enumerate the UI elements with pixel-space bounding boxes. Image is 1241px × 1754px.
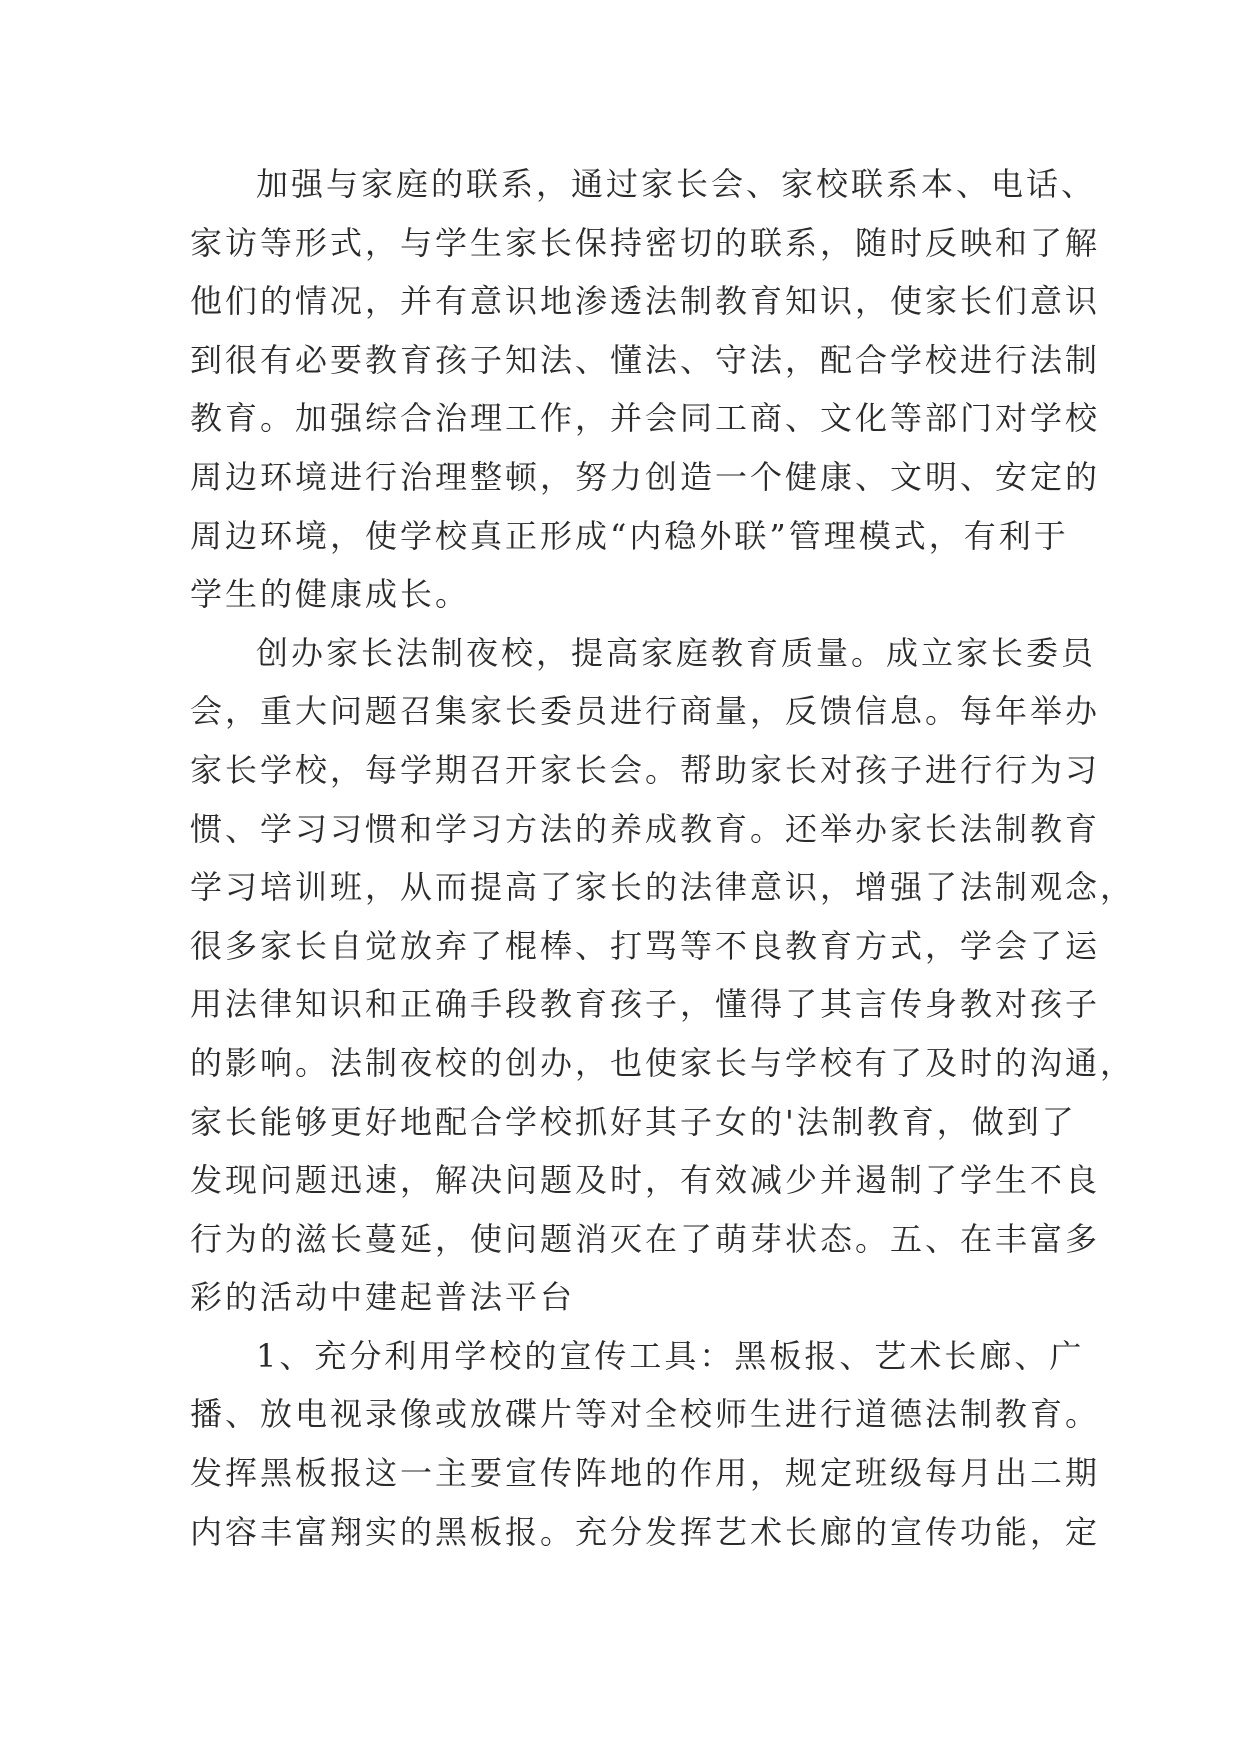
text-line: 到很有必要教育孩子知法、懂法、守法，配合学校进行法制 (190, 340, 1101, 379)
text-line: 发挥黑板报这一主要宣传阵地的作用，规定班级每月出二期 (190, 1454, 1101, 1493)
text-line: 家长学校，每学期召开家长会。帮助家长对孩子进行行为习 (190, 750, 1101, 789)
text-line: 教育。加强综合治理工作，并会同工商、文化等部门对学校 (190, 399, 1101, 438)
text-line: 他们的情况，并有意识地渗透法制教育知识，使家长们意识 (190, 282, 1101, 321)
text-line: 很多家长自觉放弃了棍棒、打骂等不良教育方式，学会了运 (190, 926, 1101, 965)
text-line: 播、放电视录像或放碟片等对全校师生进行道德法制教育。 (190, 1395, 1101, 1434)
text-line: 周边环境，使学校真正形成“内稳外联”管理模式，有利于 (190, 516, 1069, 555)
text-line: 周边环境进行治理整顿，努力创造一个健康、文明、安定的 (190, 457, 1101, 496)
text-line: 创办家长法制夜校，提高家庭教育质量。成立家长委员 (256, 633, 1097, 672)
text-line: 用法律知识和正确手段教育孩子，懂得了其言传身教对孩子 (190, 985, 1101, 1024)
text-line: 的影响。法制夜校的创办，也使家长与学校有了及时的沟通， (190, 1043, 1136, 1082)
text-line: 学习培训班，从而提高了家长的法律意识，增强了法制观念， (190, 868, 1136, 907)
text-line: 家访等形式，与学生家长保持密切的联系，随时反映和了解 (190, 223, 1101, 262)
text-line: 学生的健康成长。 (190, 575, 471, 614)
paragraph-family-contact (190, 155, 1101, 624)
text-line: 发现问题迅速，解决问题及时，有效减少并遏制了学生不良 (190, 1161, 1101, 1200)
text-line: 加强与家庭的联系，通过家长会、家校联系本、电话、 (256, 165, 1097, 203)
text-line: 彩的活动中建起普法平台 (190, 1278, 576, 1317)
text-line: 行为的滋长蔓延，使问题消灭在了萌芽状态。五、在丰富多 (190, 1219, 1101, 1258)
text-line: 1、充分利用学校的宣传工具：黑板报、艺术长廊、广 (256, 1336, 1085, 1375)
paragraph-publicity-tools (190, 1327, 1101, 1561)
text-line: 惯、学习习惯和学习方法的养成教育。还举办家长法制教育 (190, 809, 1101, 848)
text-line: 内容丰富翔实的黑板报。充分发挥艺术长廊的宣传功能，定 (190, 1512, 1101, 1551)
text-line: 家长能够更好地配合学校抓好其子女的'法制教育，做到了 (190, 1102, 1077, 1141)
document-body (190, 155, 1136, 1561)
text-line: 会，重大问题召集家长委员进行商量，反馈信息。每年举办 (190, 692, 1101, 731)
paragraph-parent-night-school (190, 624, 1136, 1327)
